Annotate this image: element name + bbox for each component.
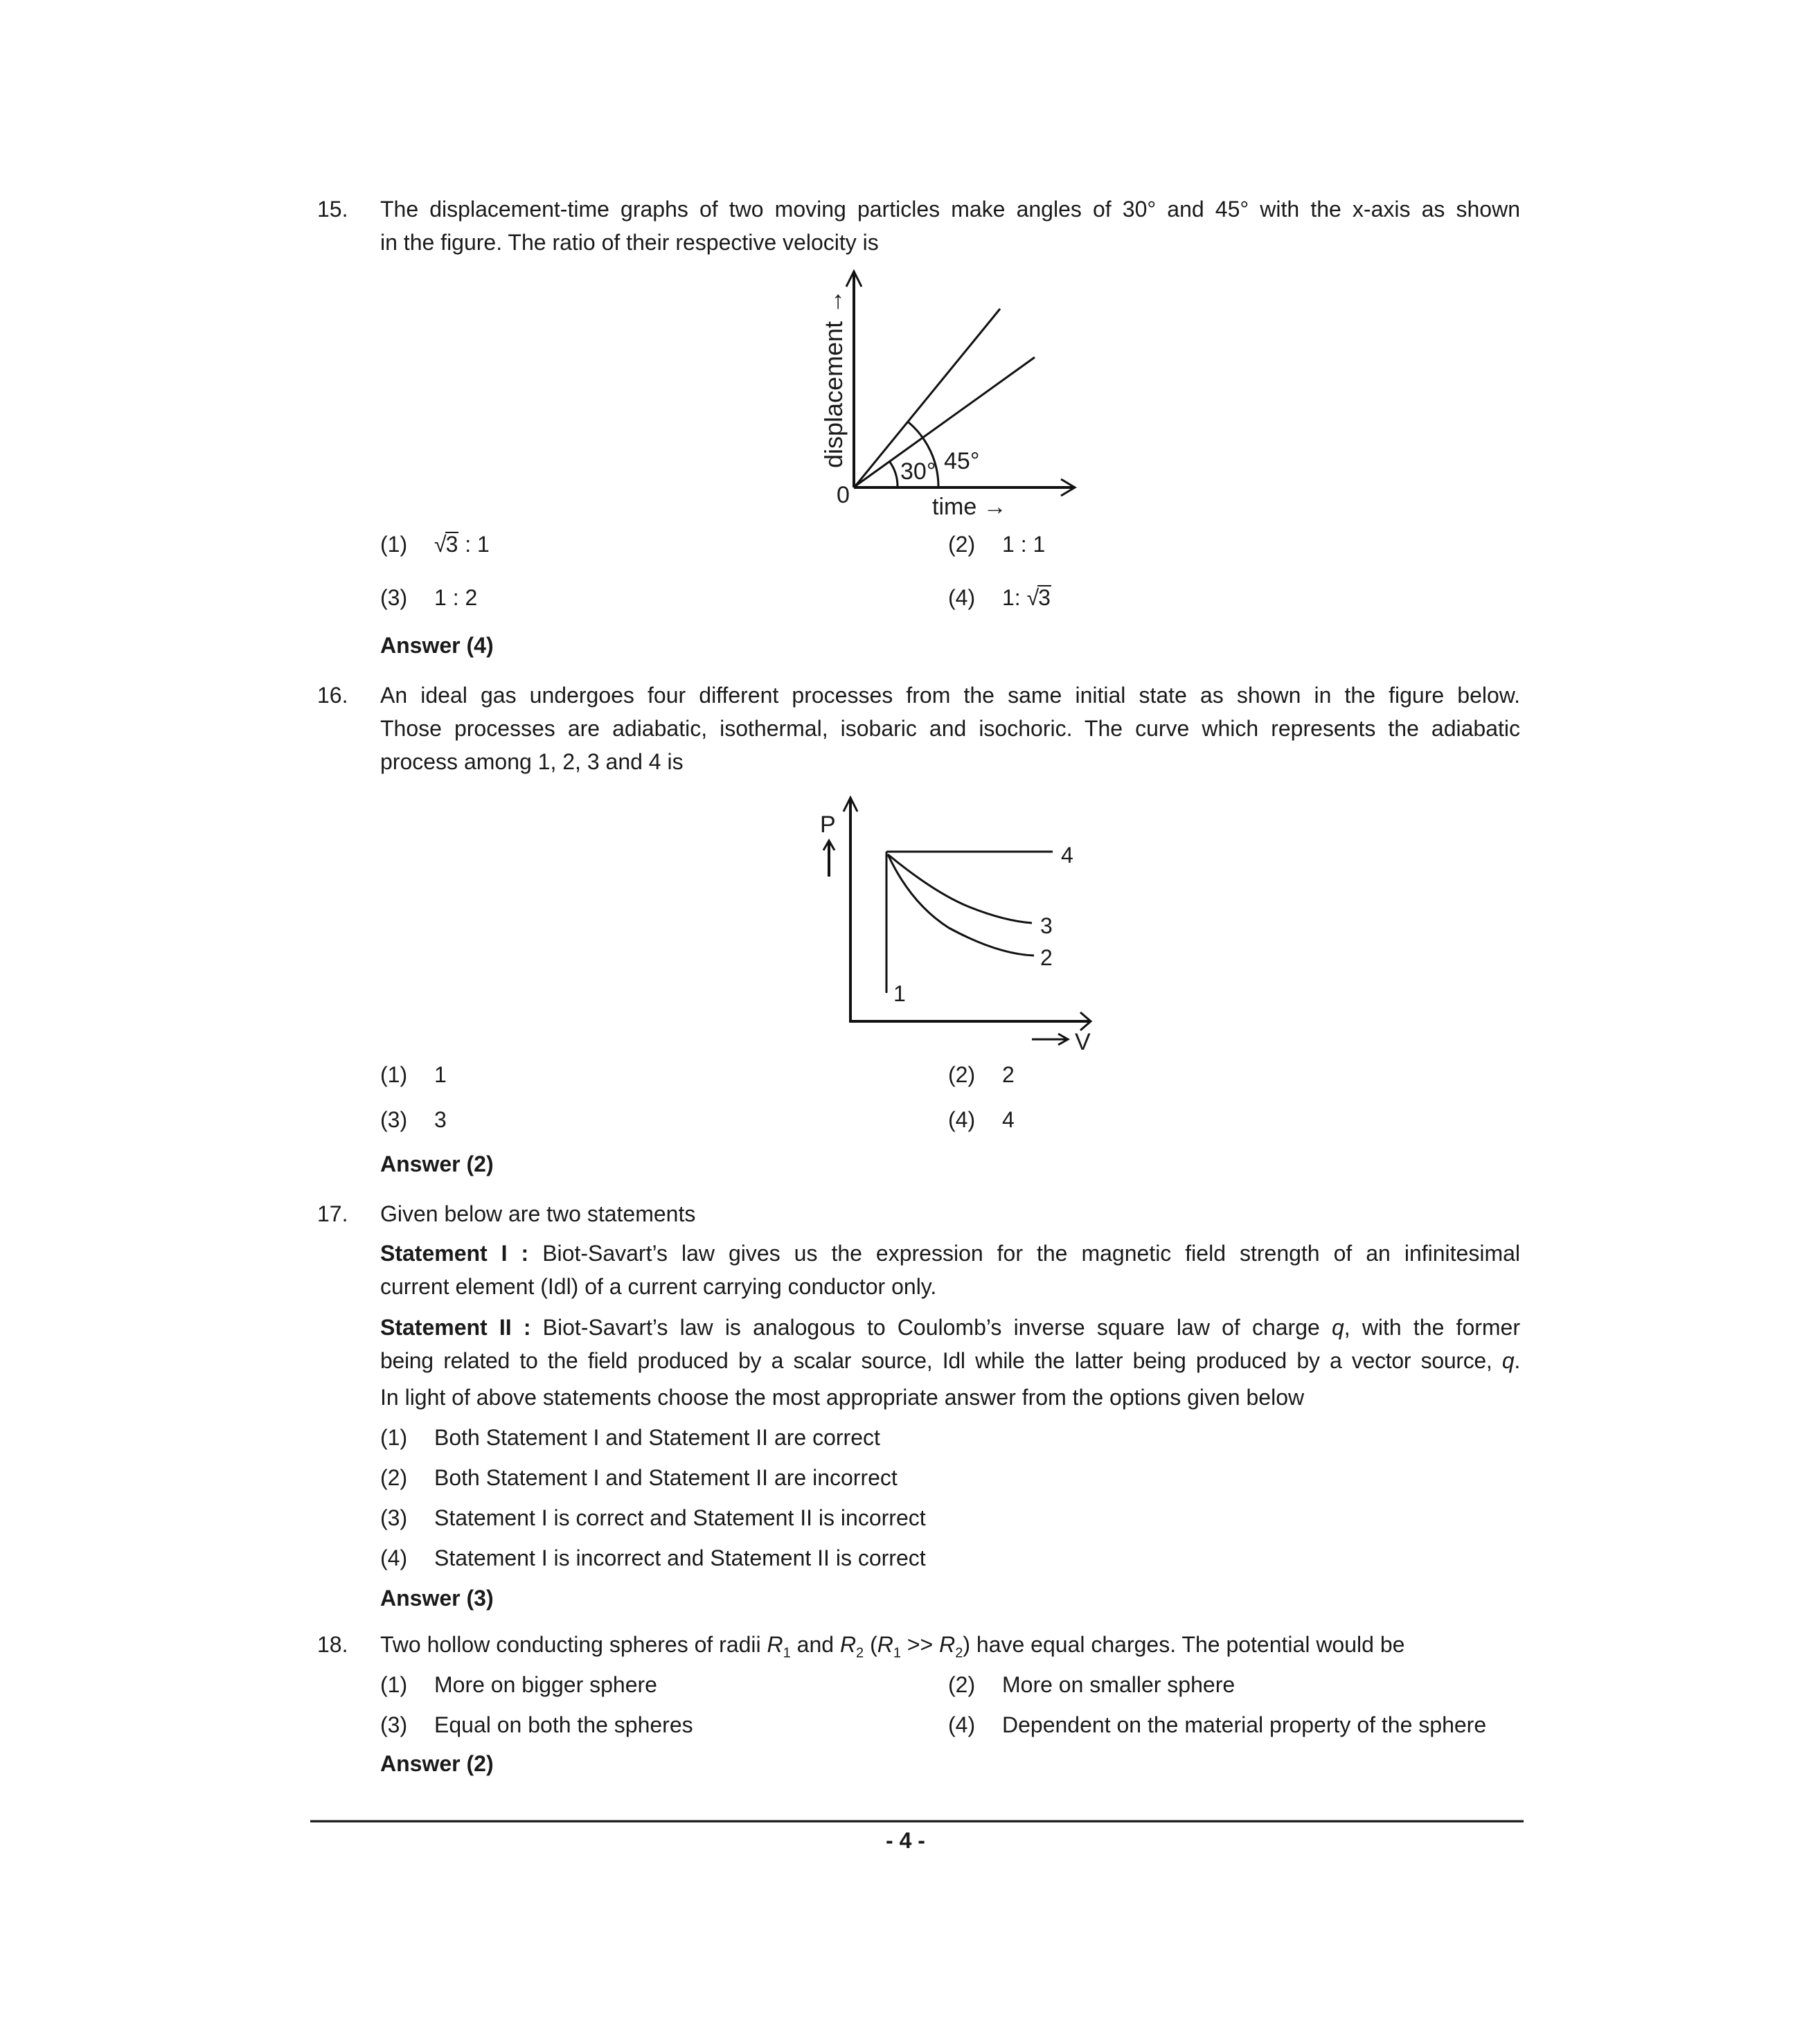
option-2[interactable]: (2) 1 : 1 xyxy=(948,532,1046,557)
question-text: An ideal gas undergoes four different processes from the same initial state as shown in the figure below. Those processes are adiabatic, isothermal, isobaric and isochoric. The curve which represents the adiabatic process among 1, 2, 3 and 4 is xyxy=(380,683,1520,774)
angle-45-label: 45° xyxy=(944,448,980,474)
answer-label: Answer (4) xyxy=(380,633,494,658)
sqrt-value: 3 xyxy=(445,532,458,557)
answer-label: Answer (3) xyxy=(380,1586,494,1611)
option-4[interactable]: (4) 1: √3 xyxy=(948,585,1051,610)
statement-2-label: Statement II : xyxy=(380,1315,531,1340)
option-1[interactable]: (1) More on bigger sphere xyxy=(380,1672,657,1697)
x-axis-label: time → xyxy=(932,494,1007,519)
statement-1: Statement I : Biot-Savart’s law gives us the expression for the magnetic field strength of an infinitesimal current element (Idl) of a current carrying conductor only. xyxy=(380,1241,1521,1299)
answer-label: Answer (2) xyxy=(380,1751,494,1776)
curve-2 xyxy=(888,854,1034,956)
option-3[interactable]: (3) 1 : 2 xyxy=(380,585,478,610)
option-2[interactable]: (2) 2 xyxy=(948,1062,1015,1087)
curve-4-label: 4 xyxy=(1061,843,1073,868)
v-axis-label: V xyxy=(1075,1029,1091,1052)
option-3[interactable]: (3) Statement I is correct and Statement II is incorrect xyxy=(380,1505,926,1530)
question-prompt: In light of above statements choose the most appropriate answer from the options given below xyxy=(380,1385,1305,1410)
statement-2: Statement II : Biot-Savart’s law is analogous to Coulomb’s inverse square law of charge q, with the former being related to the field produced by a scalar source, Idl while the latter being produced by a vector source, q. xyxy=(380,1315,1521,1373)
pressure-volume-graph xyxy=(796,789,1108,1052)
question-text: The displacement-time graphs of two moving particles make angles of 30° and 45° with the x-axis as shown in the figure. The ratio of their respective velocity is xyxy=(380,197,1520,255)
question-number: 16. xyxy=(317,683,348,708)
curve-2-label: 2 xyxy=(1040,945,1053,970)
page-number: - 4 - xyxy=(886,1828,925,1853)
option-3[interactable]: (3) Equal on both the spheres xyxy=(380,1712,693,1737)
option-1[interactable]: (1) √3 : 1 xyxy=(380,532,490,557)
origin-label: 0 xyxy=(837,482,850,508)
option-4[interactable]: (4) Dependent on the material property of the sphere xyxy=(948,1712,1487,1737)
option-2[interactable]: (2) More on smaller sphere xyxy=(948,1672,1235,1697)
question-number: 17. xyxy=(317,1201,348,1226)
question-text: Two hollow conducting spheres of radii $R_1$ and $R_2$ $(R_1 >> R_2)$ have equal charges. The potential would be xyxy=(380,1632,1405,1661)
question-intro: Given below are two statements xyxy=(380,1201,696,1226)
option-1[interactable]: (1) 1 xyxy=(380,1062,447,1087)
p-axis-label: P xyxy=(820,812,836,838)
question-number: 18. xyxy=(317,1632,348,1657)
option-4[interactable]: (4) Statement I is incorrect and Statement II is correct xyxy=(380,1545,926,1570)
curve-3-label: 3 xyxy=(1040,913,1053,938)
displacement-time-graph xyxy=(803,263,1094,519)
option-3[interactable]: (3) 3 xyxy=(380,1107,447,1132)
angle-30-label: 30° xyxy=(900,458,936,485)
question-number: 15. xyxy=(317,197,348,222)
answer-label: Answer (2) xyxy=(380,1151,494,1176)
curve-3 xyxy=(888,854,1032,923)
y-axis-label: displacement → xyxy=(819,289,848,468)
sqrt-value: 3 xyxy=(1038,585,1051,610)
footer-divider xyxy=(310,1820,1524,1822)
statement-1-label: Statement I : xyxy=(380,1241,529,1266)
curve-1-label: 1 xyxy=(893,981,906,1006)
option-2[interactable]: (2) Both Statement I and Statement II are incorrect xyxy=(380,1465,898,1490)
option-1[interactable]: (1) Both Statement I and Statement II are correct xyxy=(380,1425,880,1450)
option-4[interactable]: (4) 4 xyxy=(948,1107,1015,1132)
